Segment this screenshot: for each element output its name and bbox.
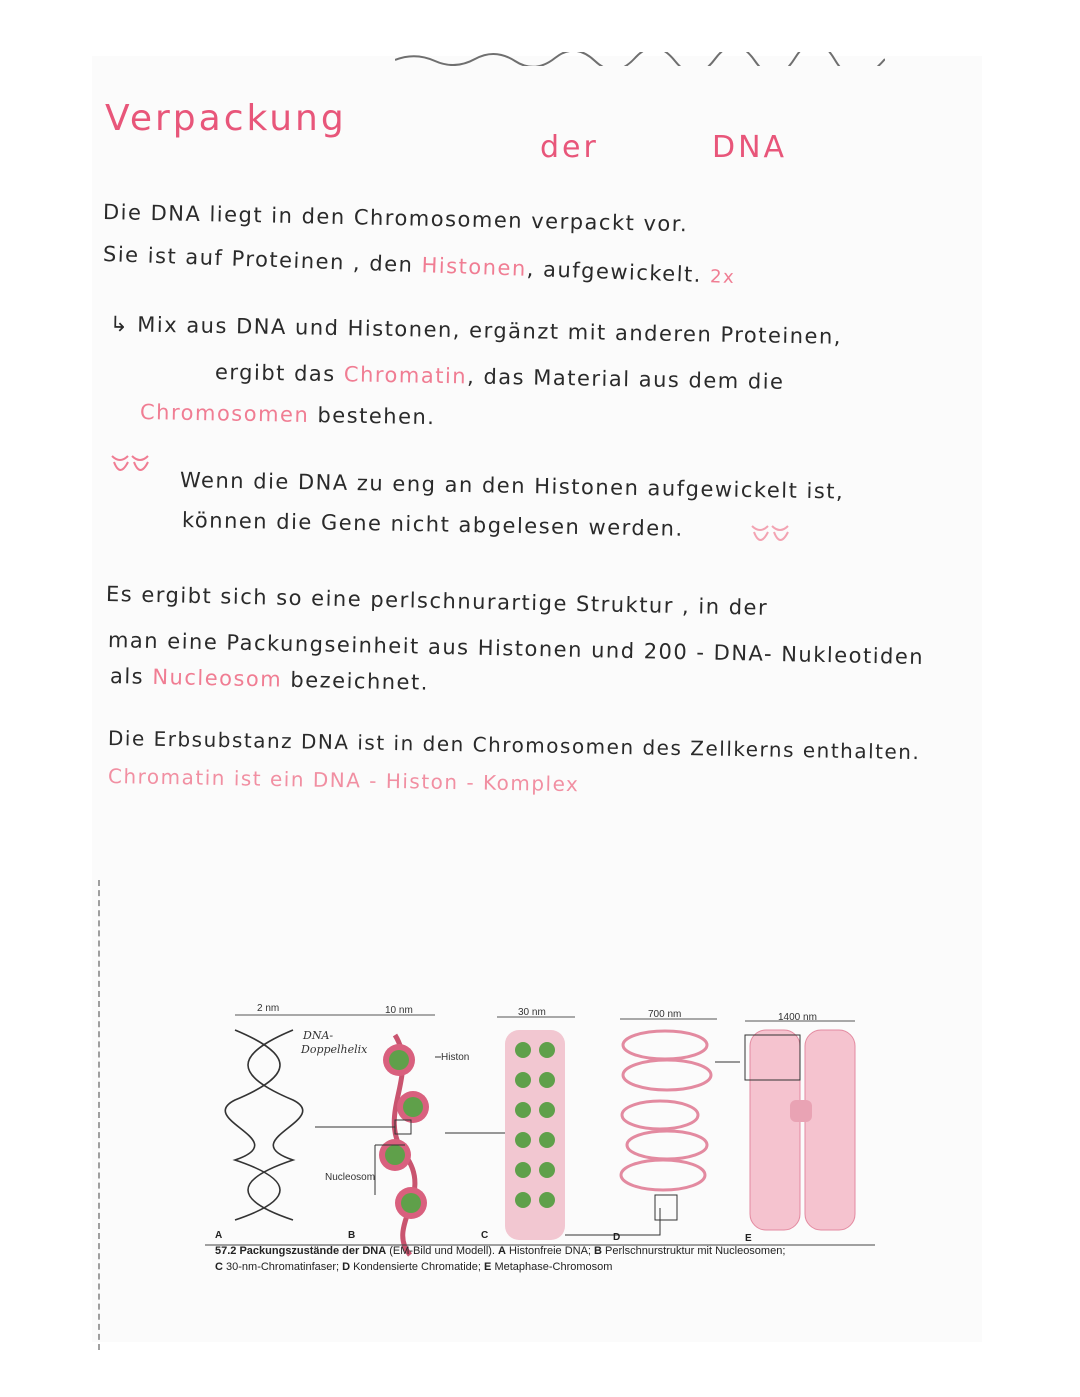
label-doppelhelix: Doppelhelix bbox=[301, 1043, 368, 1056]
title-word-verpackung: Verpackung bbox=[105, 98, 347, 139]
term-nucleosom: Nucleosom bbox=[152, 664, 283, 692]
scale-label-d: 700 nm bbox=[648, 1009, 682, 1020]
scale-bars bbox=[235, 1003, 855, 1023]
para3-line1: Wenn die DNA zu eng an den Histonen aufgewickelt ist, bbox=[179, 468, 845, 504]
figure-letter-e: E bbox=[745, 1233, 752, 1244]
caption-e-letter: E bbox=[484, 1261, 492, 1273]
para5-line1: Die Erbsubstanz DNA ist in den Chromosomen des Zellkerns enthalten. bbox=[107, 726, 921, 765]
para3-line2: können die Gene nicht abgelesen werden. bbox=[181, 508, 684, 541]
scale-label-a: 2 nm bbox=[257, 1003, 280, 1014]
para4-line3-end: bezeichnet. bbox=[290, 667, 430, 695]
para1-line2-end: , aufgewickelt. bbox=[526, 256, 703, 287]
caption-b-text: Perlschnurstruktur mit Nucleosomen; bbox=[601, 1245, 786, 1257]
sad-face-doodle-left bbox=[108, 452, 154, 486]
page-binding-edge bbox=[98, 880, 104, 1350]
label-nucleosom: Nucleosom bbox=[325, 1172, 376, 1183]
figure-caption bbox=[215, 1243, 785, 1275]
scale-label-c: 30 nm bbox=[518, 1007, 546, 1018]
para1-line1: Die DNA liegt in den Chromosomen verpackt vor. bbox=[102, 200, 689, 237]
para1-line2-text: Sie ist auf Proteinen , den bbox=[102, 242, 414, 277]
sad-face-doodle-right bbox=[748, 522, 794, 556]
term-chromosomen: Chromosomen bbox=[139, 400, 310, 427]
page-title bbox=[105, 98, 347, 139]
para2-line2-end: , das Material aus dem die bbox=[466, 364, 785, 394]
para2-line2-text: ergibt das bbox=[214, 360, 336, 387]
caption-title: 57.2 Packungszustände der DNA bbox=[215, 1245, 387, 1257]
caption-model-note: (EM-Bild und Modell). bbox=[386, 1245, 499, 1257]
figure-letter-c: C bbox=[481, 1230, 489, 1241]
figure-letter-d: D bbox=[613, 1232, 621, 1243]
label-dna: DNA- bbox=[303, 1029, 334, 1042]
para5-line2: Chromatin ist ein DNA - Histon - Komplex bbox=[107, 764, 580, 797]
caption-a-text: Histonfreie DNA; bbox=[506, 1245, 595, 1257]
caption-line1 bbox=[215, 1243, 785, 1259]
term-histonen: Histonen bbox=[421, 253, 528, 281]
para4-line3-text: als bbox=[109, 664, 145, 689]
caption-d-text: Kondensierte Chromatide; bbox=[350, 1261, 485, 1273]
caption-a-letter: A bbox=[498, 1245, 506, 1257]
caption-e-text: Metaphase-Chromosom bbox=[491, 1261, 613, 1273]
condensed-chromatid-drawing bbox=[621, 1031, 740, 1190]
para4-line1: Es ergibt sich so eine perlschnurartige Struktur , in der bbox=[105, 582, 769, 620]
scribble-decoration bbox=[395, 52, 885, 66]
caption-line2 bbox=[215, 1259, 785, 1275]
metaphase-chromosome-drawing bbox=[745, 1030, 855, 1230]
title-word-der: der bbox=[540, 130, 599, 165]
caption-c-text: 30-nm-Chromatinfaser; bbox=[222, 1261, 343, 1273]
note-2x: 2x bbox=[709, 266, 736, 289]
para2-line1: ↳ Mix aus DNA und Histonen, ergänzt mit anderen Proteinen, bbox=[109, 312, 843, 349]
para2-line3-end: bestehen. bbox=[317, 403, 436, 430]
caption-b-letter: B bbox=[594, 1245, 602, 1257]
figure-letter-b: B bbox=[348, 1230, 356, 1241]
para2-line3 bbox=[140, 400, 436, 429]
label-histon: Histon bbox=[441, 1052, 470, 1063]
caption-c-letter: C bbox=[215, 1261, 223, 1273]
term-chromatin: Chromatin bbox=[343, 362, 468, 389]
caption-d-letter: D bbox=[342, 1261, 351, 1273]
double-helix-drawing bbox=[225, 1030, 302, 1220]
para4-line2: man eine Packungseinheit aus Histonen und 200 - DNA- Nukleotiden bbox=[107, 628, 925, 670]
scale-label-e: 1400 nm bbox=[778, 1012, 817, 1023]
scale-label-b: 10 nm bbox=[385, 1005, 413, 1016]
nucleosome-string-drawing bbox=[300, 1029, 469, 1255]
figure-letter-a: A bbox=[215, 1230, 223, 1241]
title-word-dna: DNA bbox=[712, 130, 788, 165]
